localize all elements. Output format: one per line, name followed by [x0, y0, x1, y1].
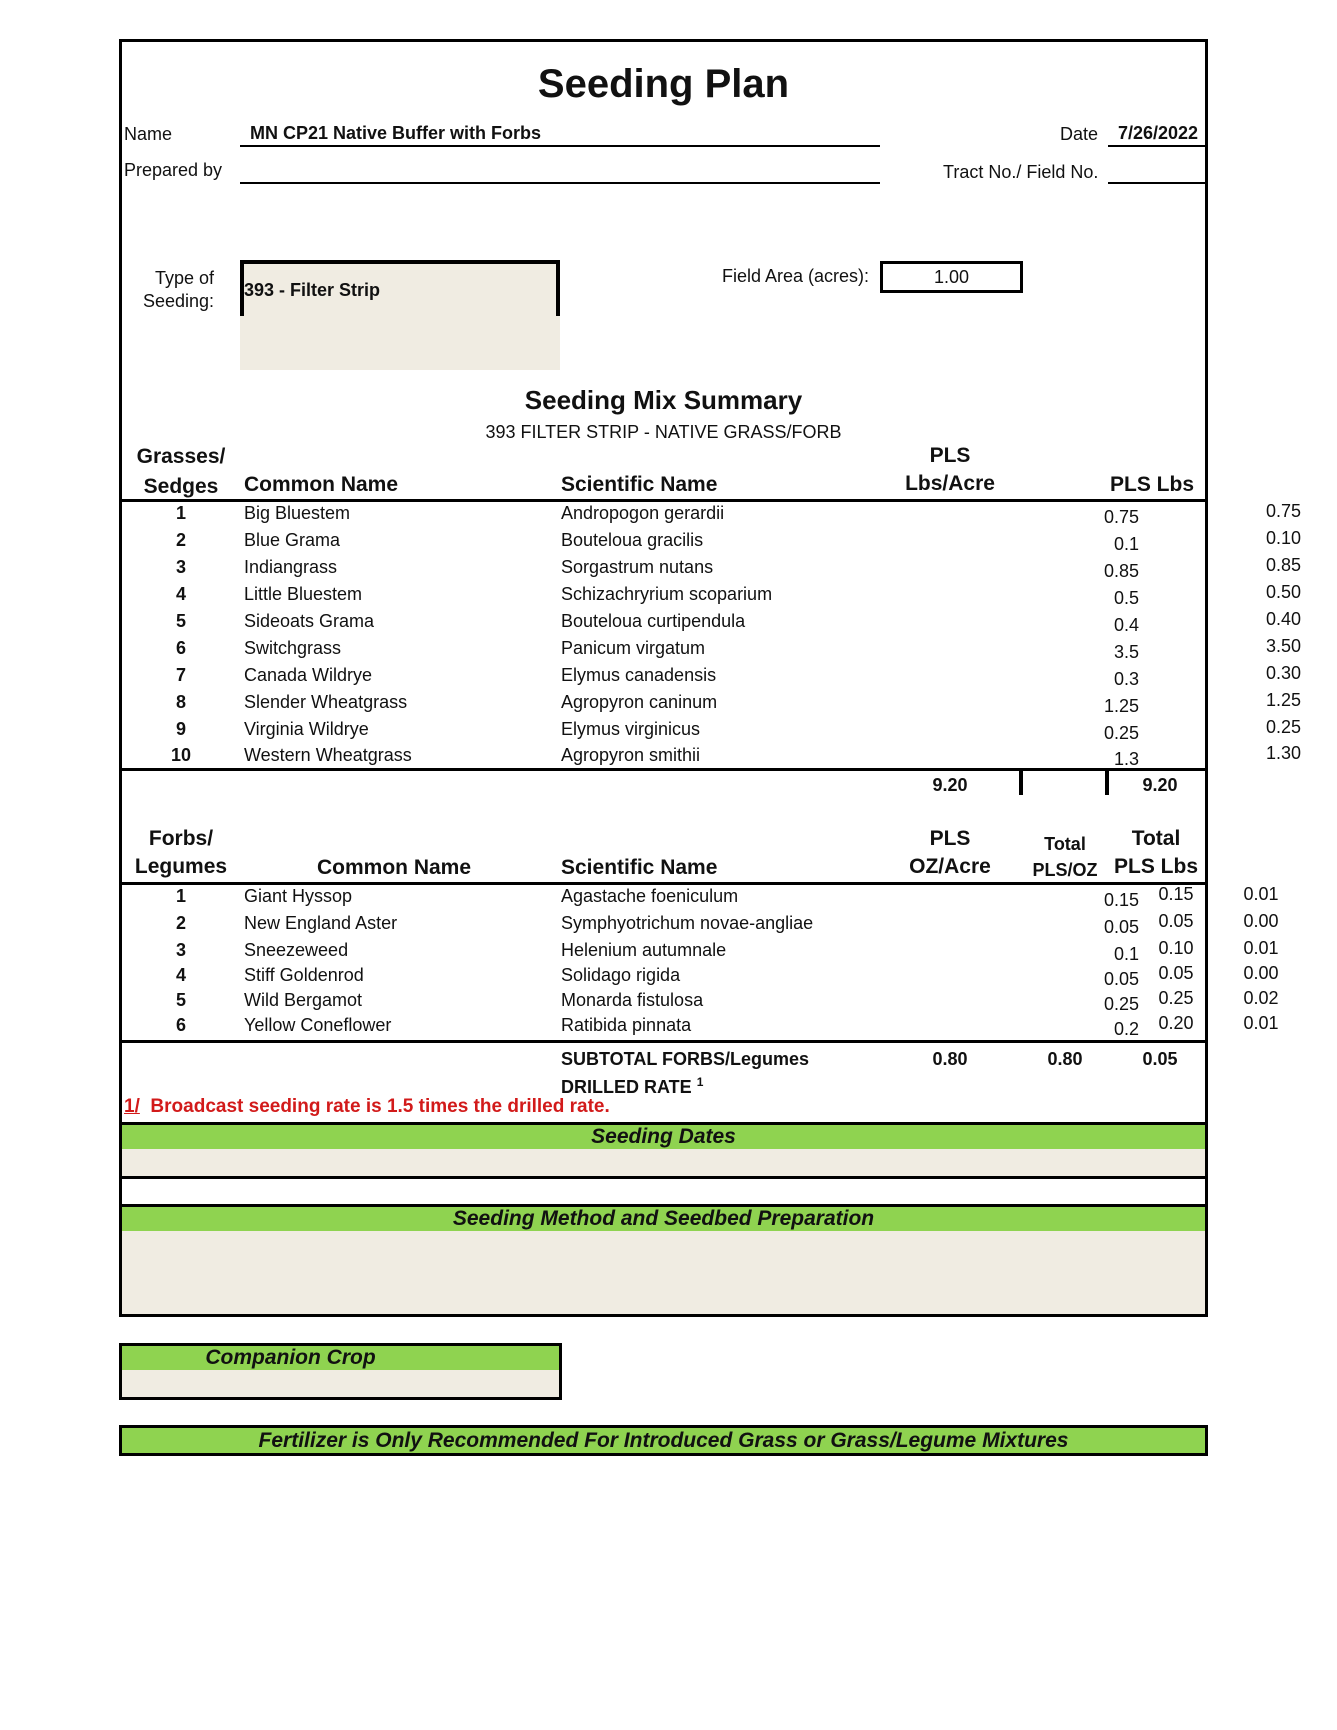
pls-oz-rate: 0.1 [1113, 944, 1139, 964]
table-row [121, 884, 1279, 913]
field-area-label: Field Area (acres): [722, 266, 870, 286]
companion-crop-header: Companion Crop [119, 1343, 562, 1373]
total-pls-oz: 0.20 [1158, 1013, 1194, 1033]
grasses-scientific-header: Scientific Name [561, 473, 718, 496]
total-pls-oz: 0.25 [1158, 988, 1194, 1008]
total-pls-oz: 0.05 [1158, 911, 1194, 931]
table-row [121, 609, 1301, 638]
pls-rate: 0.85 [1103, 561, 1139, 581]
name-label: Name [124, 124, 173, 144]
row-number: 4 [175, 584, 186, 604]
scientific-name: Symphyotrichum novae-angliae [561, 913, 814, 933]
summary-subtitle: 393 FILTER STRIP - NATIVE GRASS/FORB [485, 422, 842, 442]
row-number: 3 [175, 557, 186, 577]
row-number: 2 [175, 530, 186, 550]
grasses-lbs-header: PLS Lbs [1110, 473, 1195, 496]
grasses-bottom-rule [121, 768, 1206, 771]
forbs-group-header: Forbs/ Legumes [134, 827, 228, 878]
total-pls-oz: 0.15 [1158, 884, 1194, 904]
pls-lbs: 1.25 [1265, 690, 1301, 710]
row-number: 10 [170, 745, 192, 765]
pls-oz-rate: 0.2 [1113, 1019, 1139, 1039]
scientific-name: Schizachryrium scoparium [561, 584, 773, 604]
pls-lbs: 0.30 [1265, 663, 1301, 683]
table-row [121, 555, 1301, 584]
table-row [121, 663, 1301, 692]
total-pls-lbs: 0.02 [1243, 988, 1279, 1008]
common-name: Giant Hyssop [244, 886, 353, 906]
page-title: Seeding Plan [537, 62, 790, 106]
forbs-bottom-rule [121, 1040, 1206, 1043]
pls-rate: 0.75 [1103, 507, 1139, 527]
table-row [121, 988, 1279, 1017]
tract-label: Tract No./ Field No. [943, 162, 1099, 182]
row-number: 9 [175, 719, 186, 739]
row-number: 6 [175, 638, 186, 658]
forbs-header-rule [121, 882, 1206, 885]
date-label: Date [1060, 124, 1099, 144]
scientific-name: Monarda fistulosa [561, 990, 704, 1010]
scientific-name: Ratibida pinnata [561, 1015, 692, 1035]
grasses-common-header: Common Name [244, 473, 399, 496]
pls-lbs: 0.85 [1265, 555, 1301, 575]
forbs-common-header: Common Name [317, 856, 472, 879]
forbs-rate-header: PLS OZ/Acre [909, 827, 991, 878]
row-number: 7 [175, 665, 186, 685]
scientific-name: Panicum virgatum [561, 638, 706, 658]
pls-rate: 1.25 [1103, 696, 1139, 716]
forbs-subtotal-label: SUBTOTAL FORBS/Legumes [561, 1049, 810, 1069]
seeding-dates-input[interactable] [119, 1149, 1208, 1179]
table-row [121, 528, 1301, 557]
common-name: Stiff Goldenrod [244, 965, 364, 985]
common-name: Indiangrass [244, 557, 338, 577]
drilled-rate-label: DRILLED RATE $^1$ [561, 1075, 704, 1097]
pls-oz-rate: 0.05 [1103, 969, 1139, 989]
name-field[interactable]: MN CP21 Native Buffer with Forbs [240, 123, 880, 147]
forbs-subtotal-total-lbs: 0.05 [1142, 1049, 1178, 1069]
row-number: 3 [175, 940, 186, 960]
common-name: Yellow Coneflower [244, 1015, 392, 1035]
forbs-subtotal-total-oz: 0.80 [1047, 1049, 1083, 1069]
pls-oz-rate: 0.15 [1103, 890, 1139, 910]
row-number: 8 [175, 692, 186, 712]
forbs-total-lbs-header: Total PLS Lbs [1113, 827, 1198, 878]
row-number: 1 [175, 886, 186, 906]
scientific-name: Elymus virginicus [561, 719, 701, 739]
total-pls-oz: 0.10 [1158, 938, 1194, 958]
pls-oz-rate: 0.05 [1103, 917, 1139, 937]
common-name: Virginia Wildrye [244, 719, 369, 739]
table-row [121, 938, 1279, 967]
pls-rate: 0.5 [1113, 588, 1139, 608]
total-pls-lbs: 0.01 [1243, 938, 1279, 958]
row-number: 5 [175, 990, 186, 1010]
common-name: Canada Wildrye [244, 665, 373, 685]
pls-rate: 3.5 [1113, 642, 1139, 662]
field-area-input[interactable]: 1.00 [880, 261, 1023, 293]
grasses-group-header: Grasses/ Sedges [136, 445, 226, 498]
row-number: 5 [175, 611, 186, 631]
companion-crop-input[interactable] [119, 1370, 562, 1400]
forbs-total-oz-header: Total PLS/OZ [1032, 834, 1098, 880]
total-pls-lbs: 0.01 [1243, 884, 1279, 904]
pls-lbs: 3.50 [1265, 636, 1301, 656]
forbs-subtotal-rate: 0.80 [932, 1049, 968, 1069]
seeding-type-box[interactable] [240, 260, 560, 370]
common-name: Little Bluestem [244, 584, 363, 604]
seeding-method-header: Seeding Method and Seedbed Preparation [119, 1204, 1208, 1234]
pls-oz-rate: 0.25 [1103, 994, 1139, 1014]
row-number: 4 [175, 965, 186, 985]
scientific-name: Agropyron caninum [561, 692, 718, 712]
table-row [121, 717, 1301, 746]
table-row [121, 690, 1301, 719]
scientific-name: Agropyron smithii [561, 745, 701, 765]
common-name: Sneezeweed [244, 940, 349, 960]
total-pls-lbs: 0.01 [1243, 1013, 1279, 1033]
total-pls-lbs: 0.00 [1243, 911, 1279, 931]
total-pls-lbs: 0.00 [1243, 963, 1279, 983]
scientific-name: Bouteloua gracilis [561, 530, 704, 550]
row-number: 6 [175, 1015, 186, 1035]
table-row [121, 1013, 1279, 1042]
total-pls-oz: 0.05 [1158, 963, 1194, 983]
table-row [121, 963, 1279, 992]
table-row [121, 501, 1301, 530]
common-name: Western Wheatgrass [244, 745, 412, 765]
prepared-by-label: Prepared by [124, 160, 223, 180]
scientific-name: Elymus canadensis [561, 665, 717, 685]
scientific-name: Solidago rigida [561, 965, 681, 985]
pls-lbs: 0.10 [1265, 528, 1301, 548]
table-row [121, 911, 1279, 940]
common-name: Switchgrass [244, 638, 342, 658]
fertilizer-banner: Fertilizer is Only Recommended For Introduced Grass or Grass/Legume Mixtures [119, 1425, 1208, 1456]
pls-rate: 0.3 [1113, 669, 1139, 689]
common-name: New England Aster [244, 913, 398, 933]
summary-title: Seeding Mix Summary [524, 385, 803, 415]
seeding-type-label: Type of Seeding: [142, 268, 214, 311]
pls-rate: 1.3 [1113, 749, 1139, 769]
seeding-type-value: 393 - Filter Strip [244, 280, 381, 300]
scientific-name: Helenium autumnale [561, 940, 727, 960]
pls-rate: 0.1 [1113, 534, 1139, 554]
table-row [121, 636, 1301, 665]
seeding-dates-header: Seeding Dates [119, 1122, 1208, 1152]
scientific-name: Bouteloua curtipendula [561, 611, 746, 631]
common-name: Big Bluestem [244, 503, 351, 523]
prepared-by-field[interactable] [240, 160, 880, 184]
pls-lbs: 0.50 [1265, 582, 1301, 602]
grasses-rate-header: PLS Lbs/Acre [905, 444, 995, 495]
grasses-total-rate: 9.20 [932, 775, 968, 795]
pls-lbs: 1.30 [1265, 743, 1301, 763]
row-number: 1 [175, 503, 186, 523]
broadcast-note: 1/ Broadcast seeding rate is 1.5 times the drilled rate. [124, 1096, 610, 1117]
table-row [121, 582, 1301, 611]
seeding-method-input[interactable] [119, 1231, 1208, 1317]
pls-rate: 0.25 [1103, 723, 1139, 743]
forbs-scientific-header: Scientific Name [561, 856, 718, 879]
pls-lbs: 0.75 [1265, 501, 1301, 521]
row-number: 2 [175, 913, 186, 933]
pls-rate: 0.4 [1113, 615, 1139, 635]
scientific-name: Agastache foeniculum [561, 886, 739, 906]
common-name: Blue Grama [244, 530, 341, 550]
scientific-name: Sorgastrum nutans [561, 557, 714, 577]
pls-lbs: 0.40 [1265, 609, 1301, 629]
common-name: Sideoats Grama [244, 611, 375, 631]
tract-field[interactable] [1108, 160, 1208, 184]
common-name: Wild Bergamot [244, 990, 363, 1010]
common-name: Slender Wheatgrass [244, 692, 408, 712]
scientific-name: Andropogon gerardii [561, 503, 725, 523]
grasses-header-rule [121, 499, 1206, 502]
date-field[interactable]: 7/26/2022 [1108, 123, 1208, 147]
grasses-total-lbs: 9.20 [1142, 775, 1178, 795]
pls-lbs: 0.25 [1265, 717, 1301, 737]
